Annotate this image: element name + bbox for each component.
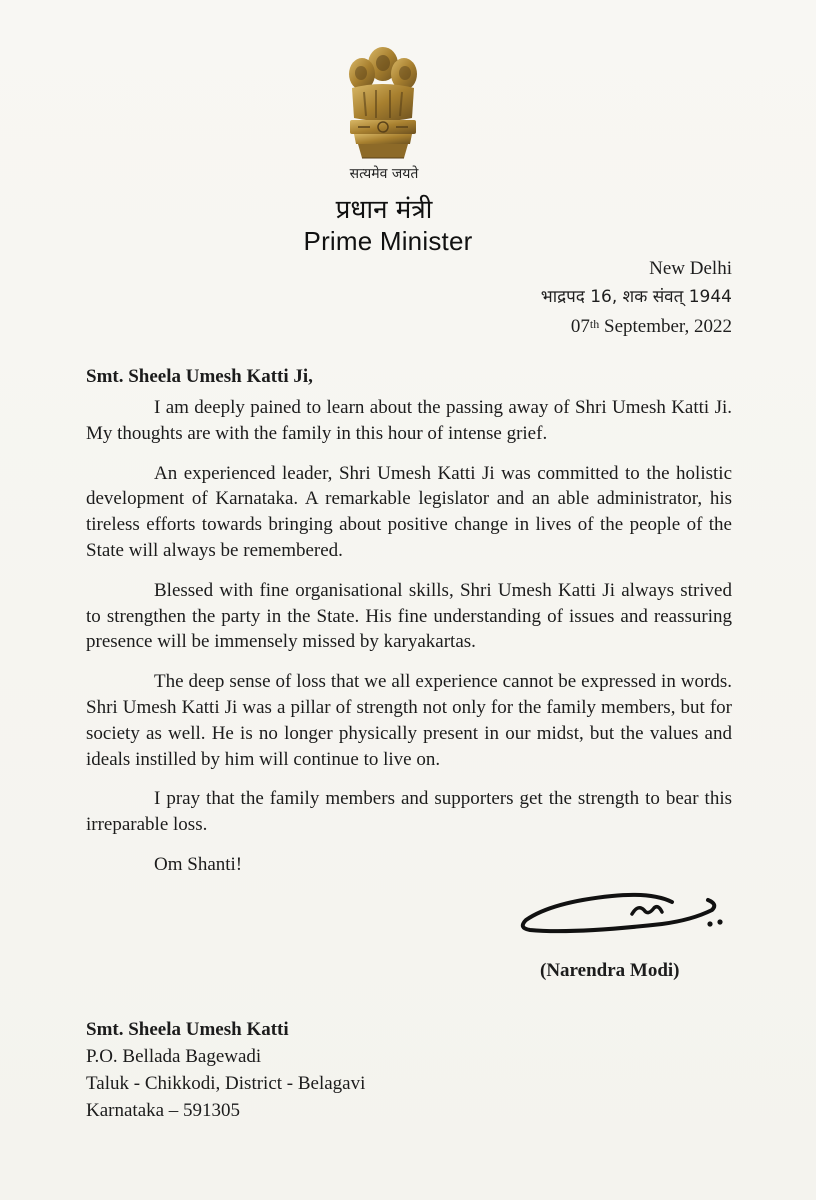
recipient-name: Smt. Sheela Umesh Katti — [86, 1019, 289, 1040]
date-block — [541, 254, 732, 341]
letter-body — [86, 395, 732, 892]
office-title-english: Prime Minister — [303, 226, 473, 256]
paragraph: I pray that the family members and supporters get the strength to bear this irreparable loss. — [86, 788, 732, 836]
signature-icon — [512, 880, 732, 952]
office-title-hindi: प्रधान मंत्री — [335, 195, 433, 225]
paragraph: Blessed with fine organisational skills, Shri Umesh Katti Ji always strived to strengthen the party in the State. His fine understanding of issues and reassuring presence will be immensely missed by karyakartas. — [86, 579, 732, 653]
recipient-address — [86, 1016, 365, 1124]
address-line: P.O. Bellada Bagewadi — [86, 1046, 262, 1067]
gregorian-date-line — [541, 312, 732, 341]
paragraph: The deep sense of loss that we all experience cannot be expressed in words. Shri Umesh Katti Ji was a pillar of strength not only for the family members, but for society as well. He is no longer physically present in our midst, but the values and ideals instilled by him will continue to live on. — [86, 671, 732, 770]
paragraph: I am deeply pained to learn about the passing away of Shri Umesh Katti Ji. My thoughts are with the family in this hour of intense grief. — [86, 397, 732, 444]
date-day: 07 — [570, 316, 590, 337]
signer-name: (Narendra Modi) — [540, 960, 680, 981]
paragraph: An experienced leader, Shri Umesh Katti Ji was committed to the holistic development of Karnataka. A remarkable legislator and an able administrator, his tireless efforts towards bringing about positive change in lives of the people of the State will always be remembered. — [86, 462, 732, 561]
state-emblem-icon — [340, 44, 426, 172]
date-month-year: September, 2022 — [599, 316, 732, 337]
date-day-suffix: th — [589, 317, 600, 331]
emblem-motto: सत्यमेव जयते — [349, 166, 419, 182]
address-line: Karnataka – 591305 — [86, 1100, 241, 1121]
address-line: Taluk - Chikkodi, District - Belagavi — [86, 1073, 366, 1094]
saka-date-line: भाद्रपद 16, शक संवत् 1944 — [540, 287, 732, 307]
salutation: Smt. Sheela Umesh Katti Ji, — [86, 366, 313, 387]
place-line: New Delhi — [649, 258, 732, 279]
closing-line: Om Shanti! — [154, 853, 243, 875]
